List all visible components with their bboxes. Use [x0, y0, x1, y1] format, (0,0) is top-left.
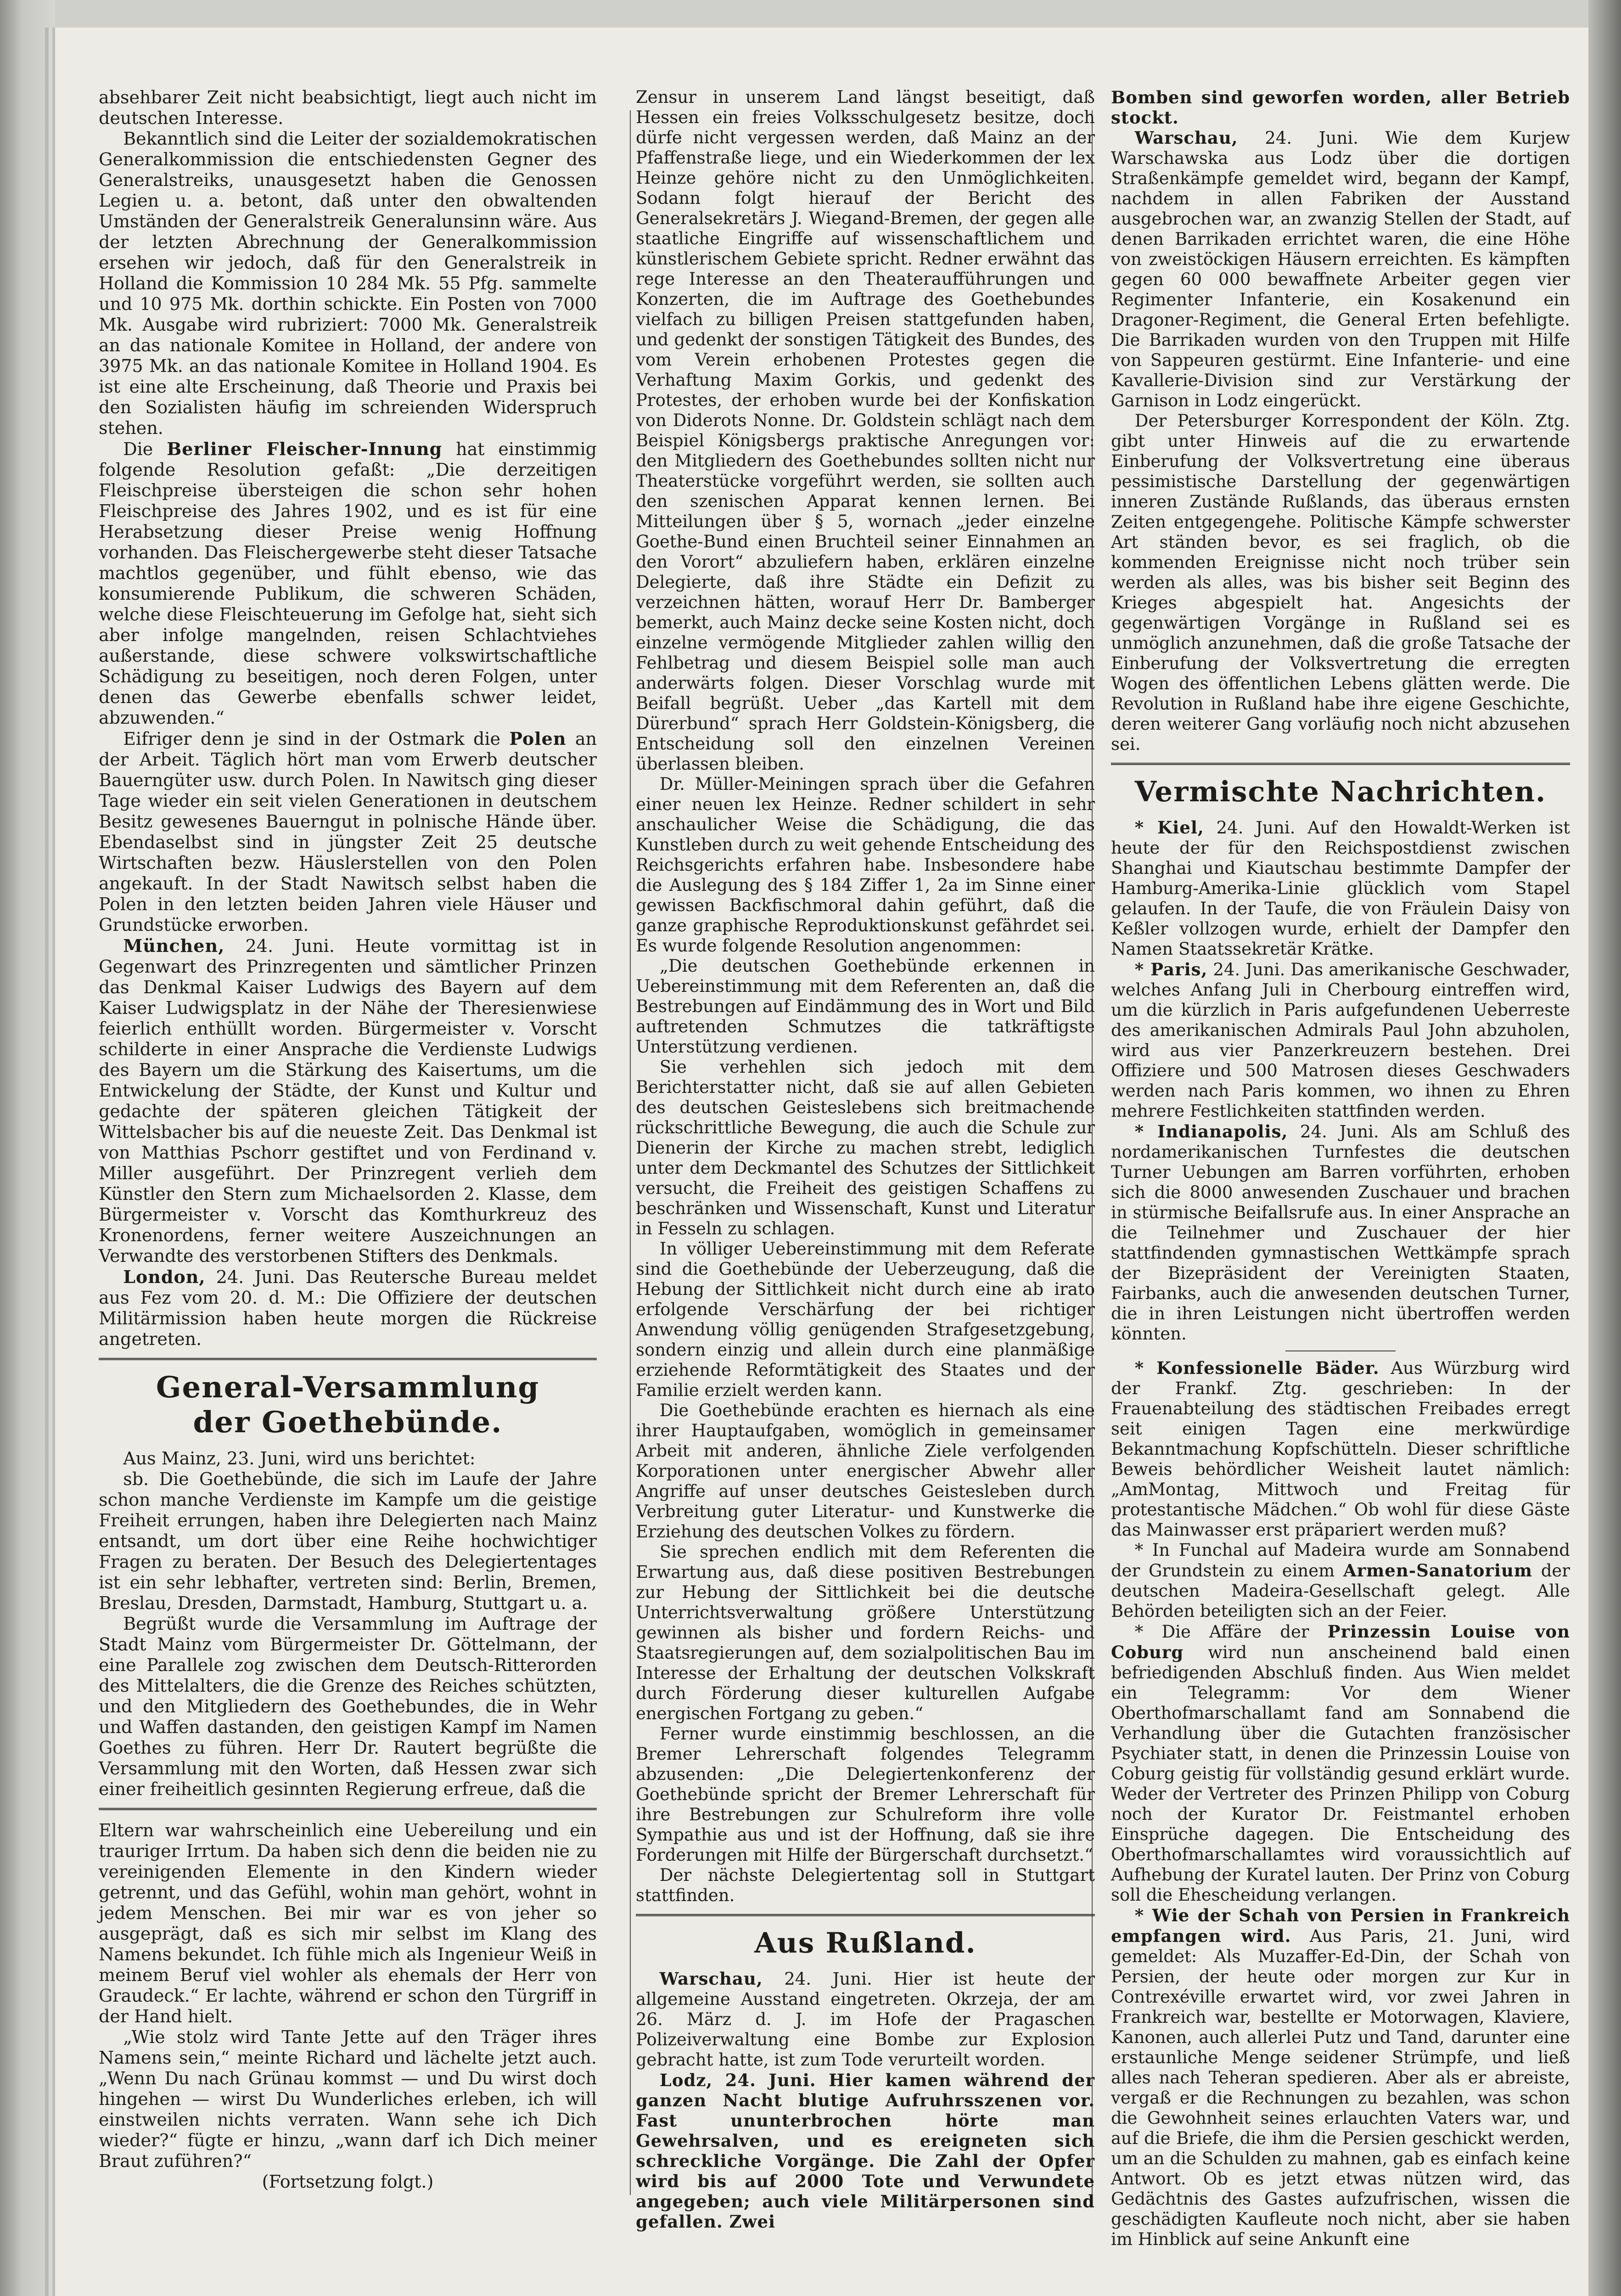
col1-para: München, 24. Juni. Heute vormittag ist in Gegenwart des Prinzregenten und sämtlicher Prinzen das Denkmal Kaiser Ludwigs des Bayern auf dem Kaiser Ludwigsplatz in der Nähe der Theresienwiese feierlich enthüllt worden. Bürgermeister v. Vorscht schilderte in einer Ansprache die Verdienste Ludwigs des Bayern um die Stärkung des Kaisertums, um die Entwickelung der Städte, der Kunst und Kultur und gedachte der späteren gleichen Tätigkeit der Wittelsbacher bis auf die neueste Zeit. Das Denkmal ist von Matthias Pschorr gestiftet und von Ferdinand v. Miller ausgeführt. Der Prinzregent verlieh dem Künstler den Stern zum Michaelsorden 2. Klasse, dem Bürgermeister v. Vorscht das Komthurkreuz des Kronenordens, ferner weitere Auszeichnungen an Verwandte des verstorbenen Stifters des Denkmals. — [99, 935, 597, 1266]
col3-para: * Konfessionelle Bäder. Aus Würzburg wird der Frankf. Ztg. geschrieben: In der Frauenabteilung des städtischen Freibades erregt seit einigen Tagen eine merkwürdige Bekanntmachung Kopfschütteln. Dieser schriftliche Beweis behördlicher Weisheit lautet nämlich: „AmMontag, Mittwoch und Freitag für protestantische Mädchen.“ Ob wohl für diese Gäste das Mainwasser erst präpariert werden muß? — [1111, 1358, 1571, 1540]
col3-para: Warschau, 24. Juni. Wie dem Kurjew Warschawska aus Lodz über die dortigen Straßenkämpfe gemeldet wird, begann der Kampf, nachdem in allen Fabriken der Ausstand ausgebrochen war, an zwanzig Stellen der Stadt, auf denen Barrikaden errichtet waren, die eine Höhe von zweistöckigen Häusern erreichten. Es kämpften gegen 60 000 bewaffnete Arbeiter gegen vier Regimenter Infanterie, ein Kosakenund ein Dragoner-Regiment, die General Erten befehligte. Die Barrikaden wurden von den Truppen mit Hilfe von Sappeuren gestürmt. Eine Infanterie- und eine Kavallerie-Division sind zur Verstärkung der Garnison in Lodz eingerückt. — [1111, 128, 1570, 411]
col2-para: Zensur in unserem Land längst beseitigt, daß Hessen ein freies Volksschulgesetz besitze, doch dürfe nicht vergessen werden, daß Mainz an der Pfaffenstraße liege, und ein Wiederkommen der lex Heinze gehöre nicht zu den Unmöglichkeiten. Sodann folgt hierauf der Bericht des Generalsekretärs J. Wiegand-Bremen, der gegen alle staatliche Eingriffe auf wissenschaftlichem und künstlerischem Gebiete spricht. Redner erwähnt das rege Interesse an den Theateraufführungen und Konzerten, die im Auftrage des Goethebundes vielfach zu billigen Preisen stattgefunden haben, und gedenkt der sonstigen Tätigkeit des Bundes, des vom Verein erhobenen Protestes gegen die Verhaftung Maxim Gorkis, und gedenkt des Protestes, der erhoben wurde bei der Konfiskation von Diderots Nonne. Dr. Goldstein schlägt nach dem Beispiel Königsbergs praktische Anregungen vor: den Mitgliedern des Goethebundes sollten nicht nur Theaterstücke vorgeführt werden, sie sollten auch den szenischen Apparat kennen lernen. Bei Mitteilungen über § 5, wornach „jeder einzelne Goethe-Bund einen Bruchteil seiner Einnahmen an den Vorort“ abzuliefern haben, erklären einzelne Delegierte, daß ihre Städte ein Defizit zu verzeichnen hätten, worauf Herr Dr. Bamberger bemerkt, auch Mainz decke seine Kosten nicht, doch einzelne vermögende Mitglieder zahlen willig den Fehlbetrag und diesem Beispiel solle man auch anderwärts folgen. Dieser Vorschlag wurde mit Beifall begrüßt. Ueber „das Kartell mit dem Dürerbund“ sprach Herr Goldstein-Königsberg, die Entscheidung soll den einzelnen Vereinen überlassen bleiben. — [636, 87, 1095, 774]
col2-para: Lodz, 24. Juni. Hier kamen während der ganzen Nacht blutige Aufruhrsszenen vor. Fast ununterbrochen hörte man Gewehrsalven, und es ereigneten sich schreckliche Vorgänge. Die Zahl der Opfer wird bis auf 2000 Tote und Verwundete angegeben; auch viele Militärpersonen sind gefallen. Zwei — [636, 2070, 1095, 2232]
col2-para: Sie verhehlen sich jedoch mit dem Berichterstatter nicht, daß sie auf allen Gebieten des deutschen Geisteslebens sich breitmachende rückschrittliche Bewegung, die auch die Schule zur Dienerin der Kirche zu machen strebt, lediglich unter dem Deckmantel des Schutzes der Sittlichkeit versucht, die Freiheit des geistigen Schaffens zu beschränken und Wissenschaft, Kunst und Literatur in Fesseln zu schlagen. — [636, 1057, 1095, 1238]
section-divider — [99, 1358, 597, 1360]
col1-para: Begrüßt wurde die Versammlung im Auftrage der Stadt Mainz vom Bürgermeister Dr. Göttelmann, der eine Parallele zog zwischen dem Deutsch-Ritterorden des Mittelalters, die die Grenze des Reiches schützten, und den Mitgliedern des Goethebundes, die in Wehr und Waffen dastanden, den geistigen Kampf im Namen Goethes zu führen. Herr Dr. Rautert begrüßte die Versammlung mit den Worten, daß Hessen zwar sich einer freiheitlich gesinnten Regierung erfreue, daß die — [99, 1614, 597, 1799]
col1-para: „Wie stolz wird Tante Jette auf den Träger ihres Namens sein,“ meinte Richard und lächelte jetzt auch. „Wenn Du nach Grünau kommst — und Du wirst doch hingehen — wirst Du Wunderliches erleben, ich will einstweilen nichts verraten. Wann sehe ich Dich wieder?“ fügte er hinzu, „wann darf ich Dich meiner Braut zuführen?“ — [99, 2027, 597, 2171]
column-2 — [636, 87, 1095, 2232]
col2-para: Dr. Müller-Meiningen sprach über die Gefahren einer neuen lex Heinze. Redner schildert in sehr anschaulicher Weise die Schädigung, die das Kunstleben durch zu weit gehende Entscheidung des Reichsgerichts erfahren habe. Insbesondere habe die Auslegung des § 184 Ziffer 1, 2a im Sinne einer gewissen Backfischmoral dahin geführt, daß die ganze graphische Reproduktionskunst gefährdet sei. Es wurde folgende Resolution angenommen: — [636, 774, 1095, 956]
binding-shadow — [0, 0, 55, 2296]
col1-para: Bekanntlich sind die Leiter der sozialdemokratischen Generalkommission die entschiedensten Gegner des Generalstreiks, unausgesetzt haben die Genossen Legien u. a. betont, daß unter den obwaltenden Umständen der Generalstreik Generalunsinn wäre. Aus der letzten Abrechnung der Generalkommission ersehen wir jedoch, daß für den Generalstreik in Holland die Kommission 10 284 Mk. 55 Pfg. sammelte und 10 975 Mk. dorthin schickte. Ein Posten von 7000 Mk. Ausgabe wird rubriziert: 7000 Mk. Generalstreik an das nationale Komitee in Holland, der andere von 3975 Mk. an das nationale Komitee in Holland 1904. Es ist eine alte Erscheinung, daß Theorie und Praxis bei den Sozialisten häufig im schreienden Widerspruch stehen. — [99, 129, 597, 438]
col1-para: Eifriger denn je sind in der Ostmark die Polen an der Arbeit. Täglich hört man vom Erwerb deutscher Bauerngüter usw. durch Polen. In Nawitsch ging dieser Tage wieder ein seit vielen Generationen in deutschem Besitz gewesenes Bauerngut in polnische Hände über. Ebendaselbst sind in jüngster Zeit 25 deutsche Wirtschaften bezw. Häuslerstellen von den Polen angekauft. In der Stadt Nawitsch selbst haben die Polen in den letzten beiden Jahren viele Häuser und Grundstücke erworben. — [99, 728, 597, 935]
section-heading-vermischte: Vermischte Nachrichten. — [1134, 776, 1547, 808]
col3-para: * In Funchal auf Madeira wurde am Sonnabend der Grundstein zu einem Armen-Sanatorium der deutschen Madeira-Gesellschaft gelegt. Alle Behörden beteiligten sich an der Feier. — [1111, 1540, 1570, 1621]
col1-para: Eltern war wahrscheinlich eine Uebereilung und ein trauriger Irrtum. Da haben sich denn die beiden nie zu vereinigenden Elemente in den Kindern wieder getrennt, und das Gefühl, wohin man gehört, wohnt in jedem Menschen. Bei mir war es von jeher so ausgeprägt, daß es sich mir selbst im Klang des Namens bekundet. Ich fühle mich als Ingenieur Weiß in meinem Beruf viel wohler als ehemals der Herr von Graudeck.“ Er lachte, während er schon den Türgriff in der Hand hielt. — [99, 1820, 597, 2026]
section-divider — [636, 1914, 1095, 1916]
col1-para: sb. Die Goethebünde, die sich im Laufe der Jahre schon manche Verdienste im Kampfe um die geistige Freiheit errungen, haben ihre Delegierten nach Mainz entsandt, um dort über eine Reihe hochwichtiger Fragen zu beraten. Der Besuch des Delegiertentages ist ein sehr lebhafter, vertreten sind: Berlin, Bremen, Breslau, Dresden, Darmstadt, Hamburg, Stuttgart u. a. — [99, 1469, 597, 1613]
col1-para: Aus Mainz, 23. Juni, wird uns berichtet: — [123, 1448, 476, 1469]
continuation-note: (Fortsetzung folgt.) — [262, 2172, 434, 2192]
col3-para: * Wie der Schah von Persien in Frankreich empfangen wird. Aus Paris, 21. Juni, wird gemeldet: Als Muzaffer-Ed-Din, der Schah von Persien, der heute oder morgen zur Kur in Contrexéville erwartet wird, vor zwei Jahren in Frankreich war, bestellte er Motorwagen, Klaviere, Kanonen, auch allerlei Putz und Tand, darunter eine erstaunliche Menge seidener Strümpfe, und ließ alles nach Teheran spedieren. Aber als er abreiste, vergaß er die Rechnungen zu bezahlen, was schon die Gewohnheit seines erlauchten Vaters war, und auf die Briefe, die ihm die Persien geschickt werden, um an die Schulden zu mahnen, gab es einfach keine Antwort. Ob es jetzt etwas nützen wird, das Gedächtnis des Gastes aufzufrischen, wissen die geschädigten Kaufleute noch nicht, aber sie haben im Hinblick auf seine Ankunft eine — [1111, 1905, 1570, 2249]
col2-para: Die Goethebünde erachten es hiernach als eine ihrer Hauptaufgaben, womöglich in gemeinsamer Arbeit mit anderen, ähnliche Ziele verfolgenden Korporationen unter energischer Abwehr aller Angriffe auf unser deutsches Geistesleben durch Verbreitung guter Literatur- und Kunstwerke die Erziehung des deutschen Volkes zu fördern. — [636, 1401, 1095, 1542]
col3-para: Der Petersburger Korrespondent der Köln. Ztg. gibt unter Hinweis auf die zu erwartende Einberufung der Volksvertretung eine überaus pessimistische Darstellung der gegenwärtigen inneren Zustände Rußlands, das überaus ernsten Zeiten entgegengehe. Politische Kämpfe schwerster Art ständen bevor, es sei fraglich, ob die kommenden Ereignisse nicht noch trüber sein werden als alles, was bis bisher seit Beginn des Krieges abgespielt hat. Angesichts der gegenwärtigen Vorgänge in Rußland sei es unmöglich anzunehmen, daß die große Tatsache der Einberufung der Volksvertretung die erregten Wogen des öffentlichen Lebens glätten werde. Die Revolution in Rußland habe ihre eigene Geschichte, deren weiterer Gang vorläufig noch nicht abzusehen sei. — [1111, 411, 1570, 754]
col1-para: London, 24. Juni. Das Reutersche Bureau meldet aus Fez vom 20. d. M.: Die Offiziere der deutschen Militärmission haben heute morgen die Rückreise angetreten. — [99, 1266, 597, 1349]
col3-para: Bomben sind geworfen worden, aller Betrieb stockt. — [1111, 87, 1570, 128]
col2-para: „Die deutschen Goethebünde erkennen in Uebereinstimmung mit dem Referenten an, daß die Bestrebungen auf Eindämmung des in Wort und Bild auftretenden Schmutzes die tatkräftigste Unterstützung verdienen. — [636, 956, 1095, 1057]
col2-para: Sie sprechen endlich mit dem Referenten die Erwartung aus, daß diese positiven Bestrebungen zur Hebung der Sittlichkeit bei die deutsche Unterrichtsverwaltung größere Unterstützung gewinnen als bisher und fordern Reichs- und Staatsregierungen auf, dem sozialpolitischen Bau im Interesse der Erhaltung der deutschen Volkskraft durch Förderung dieser kulturellen Aufgabe energischen Fortgang zu geben.“ — [636, 1542, 1095, 1723]
column-3 — [1111, 87, 1570, 2250]
column-rule-1 — [630, 110, 631, 2195]
page-edge — [1588, 0, 1621, 2296]
col1-para: Die Berliner Fleischer-Innung hat einstimmig folgende Resolution gefaßt: „Die derzeitigen Fleischpreise übersteigen die schon sehr hohen Fleischpreise des Jahres 1902, und es ist für eine Herabsetzung dieser Preise wenig Hoffnung vorhanden. Das Fleischergewerbe steht dieser Tatsache machtlos gegenüber, und fühlt ebenso, wie das konsumierende Publikum, die schweren Schäden, welche diese Fleischteuerung im Gefolge hat, sieht sich aber infolge mangelnden, reisen Schlachtviehes außerstande, diese schwere volkswirtschaftliche Schädigung zu beseitigen, noch deren Folgen, unter denen das Gewerbe ebenfalls schwer leidet, abzuwenden.“ — [99, 439, 597, 728]
column-1 — [99, 87, 597, 2192]
col3-para: * Die Affäre der Prinzessin Louise von Coburg wird nun anscheinend bald einen befriedigenden Abschluß finden. Aus Wien meldet ein Telegramm: Vor dem Wiener Oberthofmarschallamt fand am Sonnabend die Verhandlung über die Gutachten französischer Psychiater statt, in denen die Prinzessin Louise von Coburg geistig für vollständig gesund erklärt wurde. Weder der Vertreter des Prinzen Philipp von Coburg noch der Kurator Dr. Feistmantel erhoben Einsprüche dagegen. Die Entscheidung des Oberthofmarschallamtes wird voraussichtlich auf Aufhebung der Kuratel lauten. Der Prinz von Coburg soll die Ehescheidung verlangen. — [1111, 1621, 1570, 1905]
section-divider — [1111, 763, 1570, 765]
section-heading-goethebuende: General-Versammlung der Goethebünde. — [156, 1370, 540, 1440]
col2-para: Der nächste Delegiertentag soll in Stuttgart stattfinden. — [636, 1865, 1095, 1905]
col2-para: In völliger Uebereinstimmung mit dem Referate sind die Goethebünde der Ueberzeugung, daß die Hebung der Sittlichkeit nicht durch eine ab irato erfolgende Verschärfung der bei richtiger Anwendung völlig genügenden Strafgesetzgebung, sondern einzig und allein durch eine planmäßige erziehende Reformtätigkeit des Staates und der Familie erzielt werden kann. — [636, 1239, 1095, 1400]
col3-para: * Paris, 24. Juni. Das amerikanische Geschwader, welches Anfang Juli in Cherbourg eintreffen wird, um die kürzlich in Paris aufgefundenen Ueberreste des amerikanischen Admirals Paul John abzuholen, wird aus vier Panzerkreuzern bestehen. Drei Offiziere und 500 Matrosen dieses Geschwaders werden nach Paris kommen, wo ihnen zu Ehren mehrere Festlichkeiten stattfinden werden. — [1111, 959, 1571, 1121]
col2-para: Ferner wurde einstimmig beschlossen, an die Bremer Lehrerschaft folgendes Telegramm abzusenden: „Die Delegiertenkonferenz der Goethebünde spricht der Bremer Lehrerschaft für ihre Bestrebungen zur Schulreform ihre volle Sympathie aus und ist der Hoffnung, daß sie ihre Forderungen mit Hilfe der Bürgerschaft durchsetzt.“ — [636, 1724, 1095, 1865]
section-heading-russland: Aus Rußland. — [754, 1927, 976, 1959]
col1-para: absehbarer Zeit nicht beabsichtigt, liegt auch nicht im deutschen Interesse. — [99, 87, 597, 128]
col2-para: Warschau, 24. Juni. Hier ist heute der allgemeine Ausstand eingetreten. Okrzeja, der am 26. März d. J. im Hofe der Pragaschen Polizeiverwaltung eine Bombe zur Explosion gebracht hatte, ist zum Tode verurteilt worden. — [636, 1969, 1095, 2070]
col3-para: * Indianapolis, 24. Juni. Als am Schluß des nordamerikanischen Turnfestes die deutschen Turner Uebungen am Barren vorführten, erhoben sich die 8000 anwesenden Zuschauer und brachen in stürmische Beifallsrufe aus. In einer Ansprache an die Teilnehmer und Zuschauer der hier stattfindenden gymnastischen Wettkämpfe sprach der Bizepräsident der Vereinigten Staaten, Fairbanks, auch die anwesenden deutschen Turner, die in ihren Leistungen nicht übertroffen werden könnten. — [1111, 1121, 1570, 1344]
section-divider — [99, 1808, 597, 1810]
col3-para: * Kiel, 24. Juni. Auf den Howaldt-Werken ist heute der für den Reichspostdienst zwischen Shanghai und Kiautschau bestimmte Dampfer der Hamburg-Amerika-Linie glücklich vom Stapel gelaufen. In der Taufe, die von Fräulein Daisy von Keßler vollzogen wurde, erhielt der Dampfer den Namen Staatssekretär Krätke. — [1111, 817, 1570, 959]
